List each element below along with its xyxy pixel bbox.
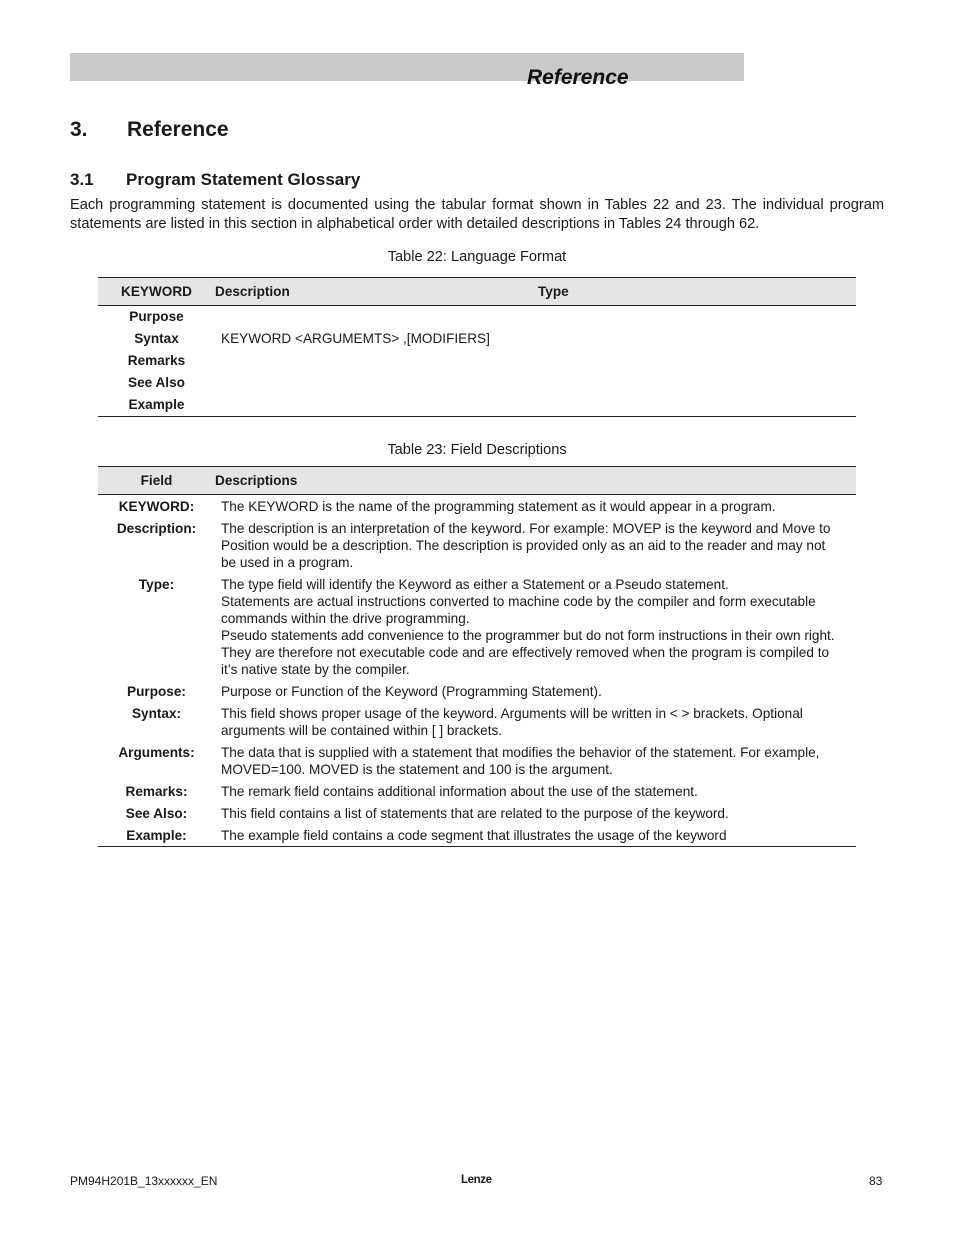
table-header-row bbox=[98, 467, 856, 495]
description-paragraph: Statements are actual instructions converted to machine code by the compiler and form executable commands within the drive programming. bbox=[221, 594, 816, 626]
section-heading bbox=[70, 118, 229, 142]
field-see-also: See Also bbox=[128, 375, 185, 390]
field-description bbox=[215, 680, 856, 702]
field-name: KEYWORD: bbox=[118, 499, 195, 514]
header-type: Type bbox=[538, 278, 856, 306]
field-description bbox=[215, 824, 856, 847]
field-name: Type: bbox=[138, 577, 175, 592]
description-paragraph: The type field will identify the Keyword as either a Statement or a Pseudo statement. bbox=[221, 577, 729, 592]
field-example: Example bbox=[128, 397, 185, 412]
table-row bbox=[98, 802, 856, 824]
running-header-title: Reference bbox=[527, 66, 629, 89]
header-description: Description bbox=[215, 278, 538, 306]
subsection-heading bbox=[70, 170, 360, 190]
header-keyword: KEYWORD bbox=[98, 278, 215, 306]
table-row bbox=[98, 780, 856, 802]
description-paragraph: This field contains a list of statements that are related to the purpose of the keyword. bbox=[221, 806, 729, 821]
description-paragraph: The description is an interpretation of the keyword. For example: MOVEP is the keyword and Move to Position would be a description. The description is provided only as an aid to the reader and may not be used in a program. bbox=[221, 521, 831, 570]
table-row bbox=[98, 573, 856, 680]
language-format-table bbox=[98, 277, 856, 417]
section-number: 3. bbox=[70, 118, 88, 141]
field-description bbox=[215, 702, 856, 741]
description-paragraph: The KEYWORD is the name of the programming statement as it would appear in a program. bbox=[221, 499, 776, 514]
keyword-fields bbox=[98, 306, 215, 417]
description-paragraph: Purpose or Function of the Keyword (Programming Statement). bbox=[221, 684, 602, 699]
table-body bbox=[98, 495, 856, 847]
table-row bbox=[98, 680, 856, 702]
field-name: Remarks: bbox=[125, 784, 188, 799]
description-paragraph: The data that is supplied with a statement that modifies the behavior of the statement. For example, MOVED=100. MOVED is the statement and 100 is the argument. bbox=[221, 745, 820, 777]
table-header-row bbox=[98, 278, 856, 306]
field-descriptions-table bbox=[98, 466, 856, 847]
table-row bbox=[98, 306, 856, 417]
field-name: Description: bbox=[116, 521, 197, 536]
table-row bbox=[98, 824, 856, 847]
table23-caption: Table 23: Field Descriptions bbox=[387, 442, 567, 458]
intro-paragraph: Each programming statement is documented using the tabular format shown in Tables 22 and 23. The individual program statements are listed in this section in alphabetical order with detailed descriptions in Tables 24 through 62. bbox=[70, 197, 884, 232]
subsection-title: Program Statement Glossary bbox=[126, 170, 361, 189]
description-paragraph: The remark field contains additional information about the use of the statement. bbox=[221, 784, 698, 799]
field-name: Purpose: bbox=[127, 684, 186, 699]
field-name: Example: bbox=[98, 824, 215, 847]
table-row bbox=[98, 741, 856, 780]
footer-page-number: 83 bbox=[869, 1174, 883, 1188]
table-row bbox=[98, 702, 856, 741]
field-name: Syntax: bbox=[131, 706, 182, 721]
header-bar bbox=[70, 53, 744, 81]
section-title: Reference bbox=[127, 118, 229, 141]
field-syntax: Syntax bbox=[134, 331, 179, 346]
table22-caption: Table 22: Language Format bbox=[387, 249, 567, 265]
subsection-number: 3.1 bbox=[70, 170, 94, 189]
field-description bbox=[215, 802, 856, 824]
description-paragraph: The example field contains a code segment that illustrates the usage of the keyword bbox=[221, 828, 727, 843]
field-description bbox=[215, 780, 856, 802]
field-description bbox=[215, 495, 856, 518]
description-paragraph: Pseudo statements add convenience to the programmer but do not form instructions in their own right. They are therefore not executable code and are effectively removed when the program is compiled to it’s native state by the compiler. bbox=[221, 628, 835, 677]
field-description bbox=[215, 517, 856, 573]
field-description bbox=[215, 741, 856, 780]
field-name: Arguments: bbox=[118, 745, 195, 760]
header-field: Field bbox=[98, 467, 215, 495]
field-remarks: Remarks bbox=[127, 353, 186, 368]
field-name: See Also: bbox=[125, 806, 188, 821]
footer-doc-id: PM94H201B_13xxxxxx_EN bbox=[70, 1174, 218, 1188]
table-row bbox=[98, 495, 856, 518]
description-paragraph: This field shows proper usage of the keyword. Arguments will be written in < > brackets. Optional arguments will be contained within [ ] brackets. bbox=[221, 706, 803, 738]
syntax-text: KEYWORD <ARGUMEMTS> ,[MODIFIERS] bbox=[215, 306, 856, 417]
field-description bbox=[215, 573, 856, 680]
header-descriptions: Descriptions bbox=[215, 467, 856, 495]
table-row bbox=[98, 517, 856, 573]
footer-brand-logo: Lenze bbox=[461, 1174, 492, 1186]
field-purpose: Purpose bbox=[129, 309, 184, 324]
